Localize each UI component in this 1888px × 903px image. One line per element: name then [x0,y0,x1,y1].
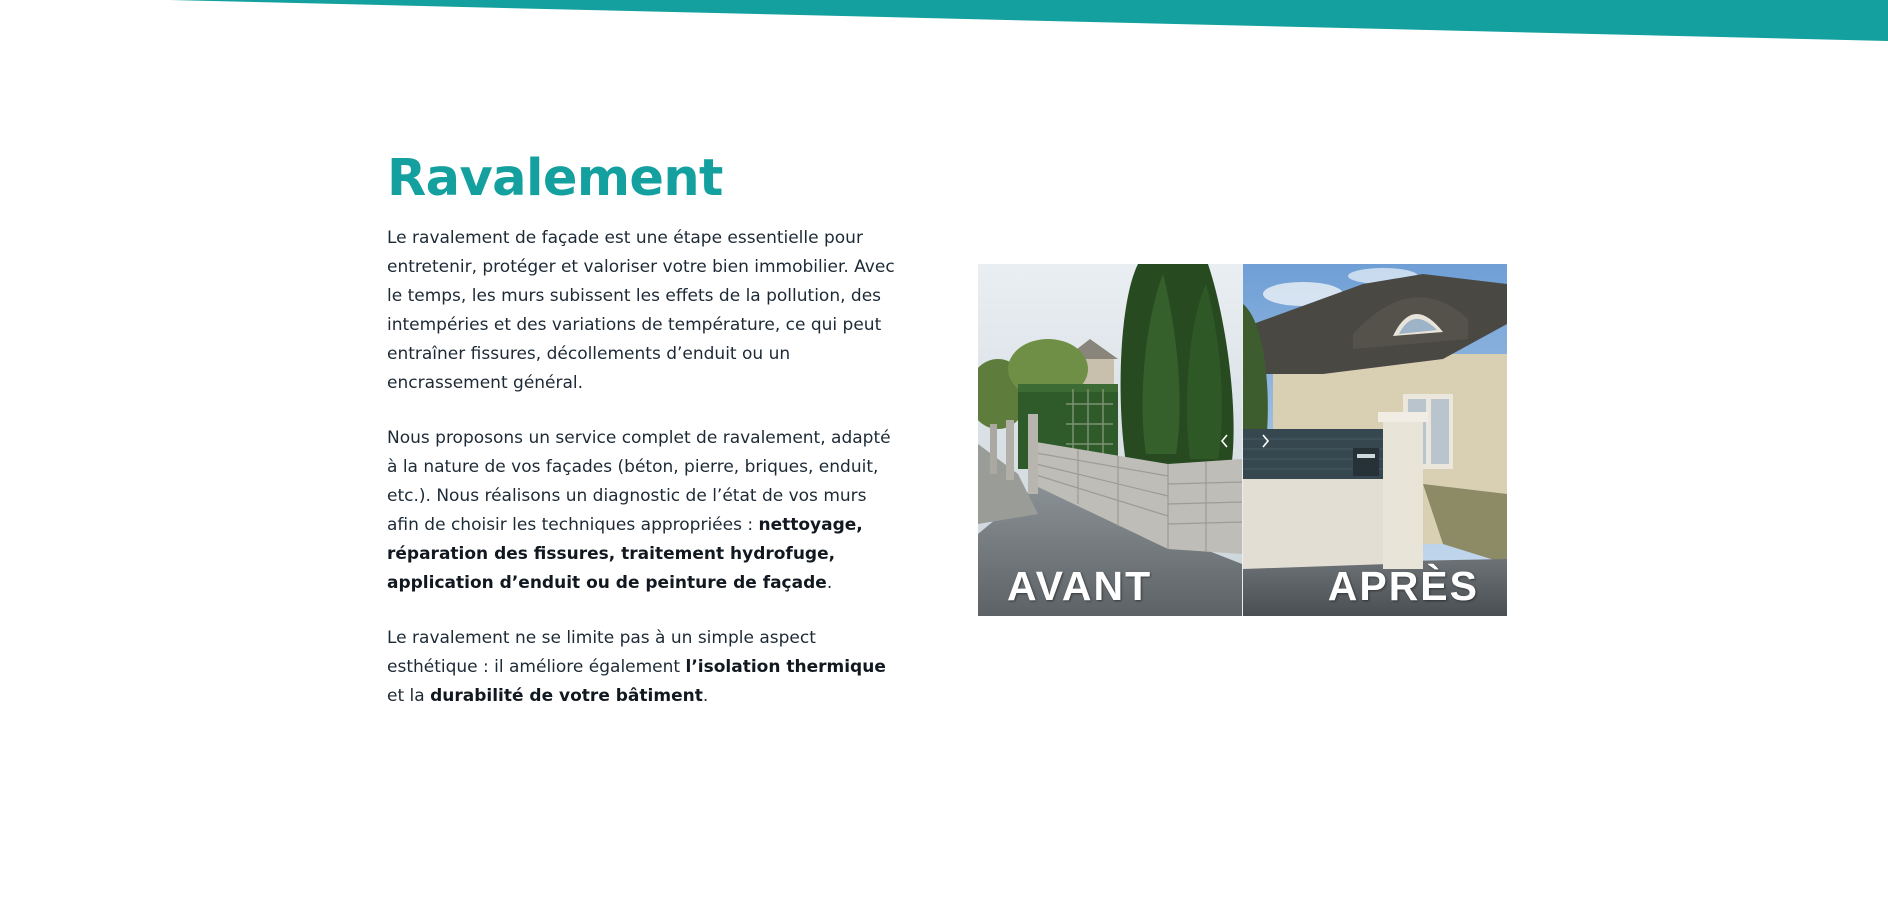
benefits-paragraph [387,624,899,711]
thermal-insulation-bold: l’isolation thermique [685,657,886,677]
chevron-right-icon[interactable] [1256,430,1274,452]
before-after-slider[interactable] [978,264,1507,616]
durability-bold: durabilité de votre bâtiment [430,686,703,706]
ravalement-section [387,148,899,711]
top-decorative-band [0,0,1888,45]
chevron-left-icon[interactable] [1216,430,1234,452]
benefits-paragraph-middle: et la [387,686,431,706]
after-photo [1243,264,1507,616]
section-title: Ravalement [387,149,723,208]
service-paragraph-end: . [826,573,833,593]
after-label: APRÈS [1327,563,1479,609]
benefits-paragraph-text: Le ravalement ne se limite pas à un simple aspect esthétique : il améliore également [387,628,816,677]
benefits-paragraph-end: . [702,686,709,706]
intro-paragraph: Le ravalement de façade est une étape essentielle pour entretenir, protéger et valoriser votre bien immobilier. Avec le temps, les murs subissent les effets de la pollution, des intempéries et des variations de température, ce qui peut entraîner fissures, décollements d’enduit ou un encrassement général. [387,228,895,393]
service-paragraph [387,424,899,598]
before-label: AVANT [1007,563,1153,609]
service-techniques-bold: nettoyage, réparation des fissures, traitement hydrofuge, application d’enduit ou de peinture de façade [387,515,863,593]
service-paragraph-text: Nous proposons un service complet de ravalement, adapté à la nature de vos façades (béton, pierre, briques, enduit, etc.). Nous réalisons un diagnostic de l’état de vos murs afin de choisir les techniques appropriées : [387,428,891,535]
before-photo [978,264,1242,616]
